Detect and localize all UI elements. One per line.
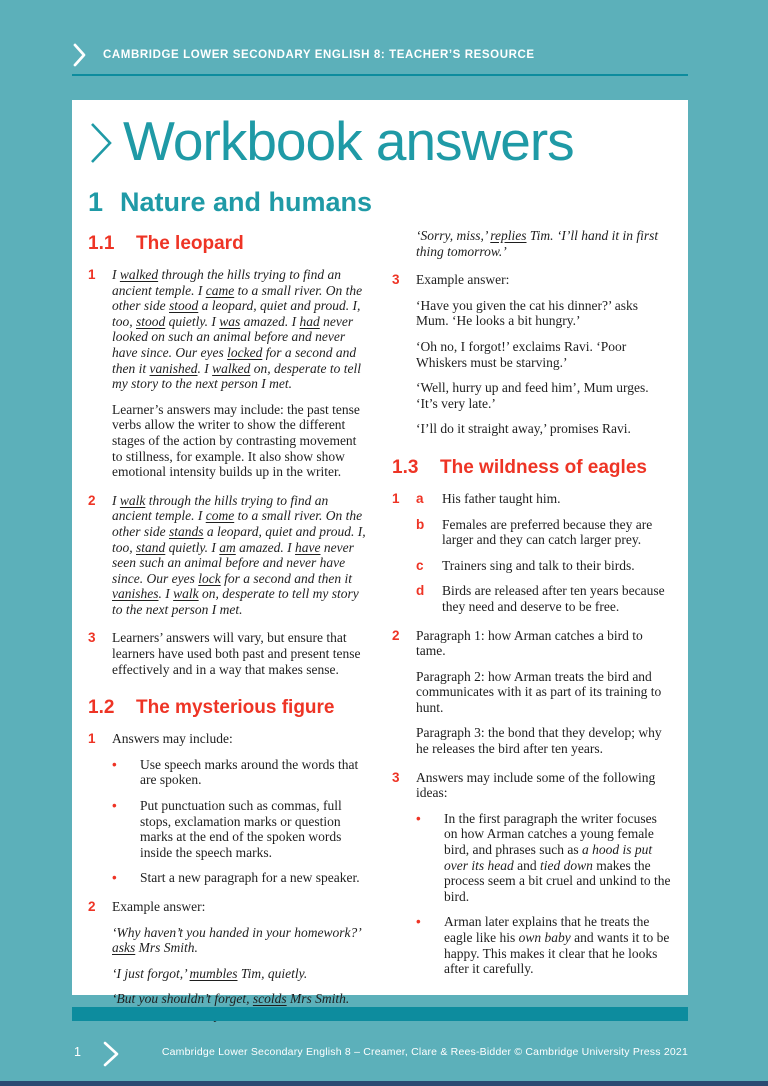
text-run: was <box>219 313 241 329</box>
text-run: locked <box>227 344 263 360</box>
answer-paragraph <box>416 272 672 288</box>
answer-paragraph <box>416 628 672 659</box>
running-header <box>72 42 535 68</box>
section-number: 1.1 <box>88 233 115 254</box>
unit-number: 1 <box>88 187 104 217</box>
letter-marker: a <box>416 490 424 506</box>
letter-marker: d <box>416 583 425 599</box>
bullet-icon: • <box>112 870 117 886</box>
answer-paragraph <box>416 339 672 370</box>
letter-marker: b <box>416 516 425 532</box>
text-run: Paragraph 1: how Arman catches a bird to tame. <box>416 627 643 659</box>
text-run: Arman later explains that he treats the eagle like his <box>444 914 650 945</box>
text-run: on, desperate to tell my story to the next person I met. <box>112 360 361 392</box>
letter-item <box>416 558 672 574</box>
letter-marker: c <box>416 557 424 573</box>
section-number: 1.3 <box>392 456 419 478</box>
bullet-item <box>416 914 672 976</box>
header-chevron-icon <box>72 42 87 68</box>
answer-item <box>88 899 368 1023</box>
answer-paragraph <box>112 493 368 618</box>
text-run: Paragraph 3: the bond that they develop; why he releases the bird after ten years. <box>416 725 662 757</box>
unit-title: Nature and humans <box>120 187 373 217</box>
answer-paragraph <box>444 811 672 905</box>
item-number: 1 <box>88 731 96 747</box>
page-title <box>88 110 672 172</box>
text-run: had <box>299 313 320 329</box>
answer-paragraph <box>112 899 368 915</box>
bullet-icon: • <box>416 810 421 826</box>
text-run: asks <box>112 940 136 956</box>
text-run: Females are preferred because they are larger and they can catch larger prey. <box>442 516 653 548</box>
item-body <box>416 491 672 615</box>
bullet-item <box>416 811 672 905</box>
item-number: 2 <box>392 627 400 643</box>
text-run: mumbles <box>189 965 238 981</box>
text-run: a hood is put over its head <box>444 842 653 873</box>
text-run: I <box>112 492 120 508</box>
content-card <box>72 100 688 1007</box>
item-number: 2 <box>88 899 96 914</box>
item-body <box>112 731 368 886</box>
text-run: Trainers sing and talk to their birds. <box>442 557 635 573</box>
text-run: ‘Well, hurry up and feed him’, Mum urges. ‘It’s very late.’ <box>416 380 649 411</box>
answer-paragraph <box>140 798 368 860</box>
page-footer <box>0 1036 768 1072</box>
section-heading <box>88 697 368 719</box>
text-run: Learner’s answers may include: the past tense verbs allow the writer to show the different stages of the action by contrasting movement to stillness, for example. It also show show emotional intensity builds up in the writer. <box>112 401 360 480</box>
item-body <box>416 272 672 437</box>
text-run: vanishes <box>112 586 159 602</box>
footer-chevron-icon <box>101 1039 121 1069</box>
text-run: have <box>295 539 321 555</box>
text-run: and wants it to be happy. This makes it clear that he looks after it carefully. <box>444 930 670 977</box>
text-run: for a second and then it <box>220 570 352 586</box>
text-run: quietly. I <box>165 313 220 329</box>
item-number: 2 <box>88 492 96 508</box>
item-number: 3 <box>392 272 400 288</box>
text-run: lock <box>198 570 221 586</box>
text-run: to a small river. On the other side <box>112 282 363 314</box>
item-number: 3 <box>88 630 96 646</box>
text-run: for a second and then it <box>112 344 357 376</box>
text-run: tied down <box>540 857 593 873</box>
text-run: In the first paragraph the writer focuses on how Arman catches a young female bird, and phrases such as <box>444 810 657 858</box>
text-run: walked <box>119 267 159 282</box>
text-run: own baby <box>518 930 571 945</box>
bottom-strip <box>0 1081 768 1086</box>
text-run: . I <box>197 360 213 376</box>
text-run: Tim. ‘I’ll hand it in first thing tomorrow.’ <box>416 228 659 259</box>
answer-paragraph <box>416 770 672 801</box>
answer-paragraph <box>416 228 672 259</box>
answer-paragraph <box>416 380 672 411</box>
letter-item <box>416 517 672 548</box>
letter-item <box>416 491 672 507</box>
copyright-text: Cambridge Lower Secondary English 8 – Creamer, Clare & Rees-Bidder © Cambridge University Press 2021 <box>161 1046 688 1058</box>
text-run: I <box>112 267 120 282</box>
text-run: Put punctuation such as commas, full stops, exclamation marks or question marks at the end of the spoken words inside the speech marks. <box>140 798 342 860</box>
text-run: Answers may include: <box>112 731 233 747</box>
section-heading <box>88 233 368 255</box>
section-title: The leopard <box>136 233 244 254</box>
bullet-icon: • <box>112 756 117 772</box>
answer-paragraph <box>112 966 368 982</box>
text-run: His father taught him. <box>442 490 561 506</box>
answer-paragraph <box>442 517 672 548</box>
text-run: quietly. I <box>165 539 220 555</box>
text-run: makes the process seem a bit cruel and unkind to the bird. <box>444 857 671 904</box>
answer-item <box>88 267 368 480</box>
text-run: Paragraph 2: how Arman treats the bird and communicates with it as part of its training to hunt. <box>416 668 662 715</box>
answer-item <box>392 491 672 615</box>
text-run: stand <box>136 539 166 555</box>
text-run: Example answer: <box>416 272 510 288</box>
answer-paragraph <box>112 402 368 480</box>
text-run: ‘But you shouldn’t forget, <box>112 991 253 1007</box>
answer-paragraph <box>444 914 672 976</box>
answer-item <box>88 731 368 886</box>
text-run: vanished <box>149 360 198 376</box>
answer-paragraph <box>112 731 368 747</box>
text-run: Start a new paragraph for a new speaker. <box>140 870 360 886</box>
text-run: Answers may include some of the following ideas: <box>416 769 656 801</box>
answer-paragraph <box>416 421 672 437</box>
text-run: walked <box>212 360 251 376</box>
text-run: am <box>219 539 236 555</box>
bullet-item <box>112 757 368 788</box>
text-run: amazed. I <box>235 539 296 555</box>
answer-paragraph <box>442 583 672 614</box>
title-chevron-icon <box>88 120 114 166</box>
bullet-icon: • <box>416 914 421 930</box>
text-run: ‘Oh no, I forgot!’ exclaims Ravi. ‘Poor Whiskers must be starving.’ <box>416 338 627 370</box>
answer-columns <box>88 228 672 1036</box>
bullet-list <box>416 811 672 977</box>
text-run: a leopard, quiet and proud. I, too, <box>112 298 361 329</box>
unit-heading <box>88 187 672 218</box>
answer-paragraph <box>442 558 672 574</box>
bullet-item <box>112 798 368 860</box>
header-rule <box>72 74 688 76</box>
item-body <box>416 770 672 977</box>
text-run: walk <box>119 492 146 508</box>
answer-paragraph <box>140 870 368 886</box>
text-run: stands <box>169 523 204 539</box>
text-run: stood <box>136 313 166 329</box>
text-run: ‘Why haven’t you handed in your homework?’ <box>112 924 361 940</box>
answer-paragraph <box>112 630 368 677</box>
text-run: come <box>205 508 235 524</box>
answer-paragraph <box>416 669 672 716</box>
text-run: and <box>513 857 540 873</box>
text-run: Mrs Smith. <box>290 991 350 1007</box>
bullet-list <box>112 757 368 886</box>
text-run: ‘Have you given the cat his dinner?’ asks Mum. ‘He looks a bit hungry.’ <box>416 297 639 329</box>
answer-column <box>88 228 368 1036</box>
item-number: 1 <box>88 267 96 282</box>
card-bottom-bar <box>72 1007 688 1021</box>
item-body <box>416 628 672 757</box>
answer-paragraph <box>140 757 368 788</box>
text-run: scolds <box>252 991 287 1007</box>
text-run: replies <box>490 228 527 243</box>
answer-paragraph <box>416 725 672 756</box>
answer-item <box>392 272 672 437</box>
continued-paragraph <box>392 228 672 259</box>
section-title: The mysterious figure <box>136 697 335 719</box>
text-run: amazed. I <box>240 313 300 329</box>
item-number: 3 <box>392 769 400 785</box>
answer-paragraph <box>112 267 368 392</box>
text-run: ‘I just forgot,’ <box>112 965 190 981</box>
answer-item <box>88 630 368 677</box>
text-run: . I <box>158 586 174 602</box>
letter-list <box>416 491 672 615</box>
answer-item <box>392 628 672 757</box>
text-run: Birds are released after ten years because they need and deserve to be free. <box>442 583 665 614</box>
item-body <box>112 267 368 480</box>
text-run: Learners’ answers will vary, but ensure that learners have used both past and present tense effectively and in a way that makes sense. <box>112 630 361 677</box>
section-heading <box>392 457 672 479</box>
text-run: never seen such an animal before and never have since. Our eyes <box>112 539 354 586</box>
bullet-icon: • <box>112 798 117 814</box>
text-run: a leopard, quiet and proud. I, too, <box>112 523 366 555</box>
bullet-item <box>112 870 368 886</box>
text-run: to a small river. On the other side <box>112 508 363 539</box>
text-run: Tim, quietly. <box>237 965 308 981</box>
section-number: 1.2 <box>88 697 115 719</box>
answer-item <box>88 493 368 618</box>
item-body <box>112 630 368 677</box>
item-body <box>112 899 368 1023</box>
text-run: on, desperate to tell my story to the next person I met. <box>112 586 359 617</box>
answer-paragraph <box>416 298 672 329</box>
text-run: through the hills trying to find an ancient temple. I <box>112 267 342 298</box>
text-run: ‘Sorry, miss,’ <box>416 228 491 243</box>
header-title: CAMBRIDGE LOWER SECONDARY ENGLISH 8: TEACHER’S RESOURCE <box>103 49 535 61</box>
page-title-text: Workbook answers <box>123 110 574 172</box>
answer-item <box>392 770 672 977</box>
text-run: never looked on such an animal before and never have since. Our eyes <box>112 313 354 360</box>
answer-paragraph <box>112 925 368 956</box>
text-run: Example answer: <box>112 899 206 914</box>
text-run: stood <box>169 298 199 314</box>
section-title: The wildness of eagles <box>440 456 647 478</box>
text-run: walk <box>173 586 199 602</box>
text-run: ‘I’ll do it straight away,’ promises Ravi. <box>416 421 631 437</box>
answer-paragraph <box>442 491 672 507</box>
text-run: Use speech marks around the words that are spoken. <box>140 756 359 788</box>
text-run: Mrs Smith. <box>135 940 198 956</box>
text-run: came <box>205 282 235 298</box>
letter-item <box>416 583 672 614</box>
item-number: 1 <box>392 490 400 506</box>
page-number: 1 <box>74 1045 81 1059</box>
answer-column <box>392 228 672 1036</box>
text-run: through the hills trying to find an ancient temple. I <box>112 492 329 524</box>
item-body <box>112 493 368 618</box>
